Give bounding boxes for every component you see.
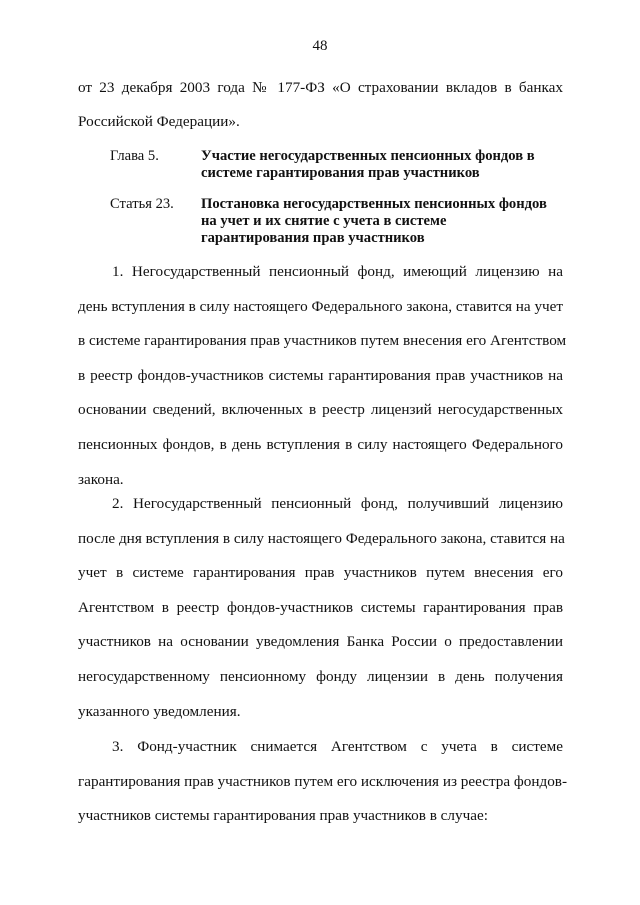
- paragraph-line: 3. Фонд-участник снимается Агентством с учета в системе: [112, 738, 563, 755]
- paragraph-line: участников системы гарантирования прав участников в случае:: [78, 807, 488, 825]
- paragraph-line: основании сведений, включенных в реестр лицензий негосударственных: [78, 401, 563, 419]
- chapter-title: [201, 148, 571, 182]
- article-title: [201, 196, 571, 247]
- paragraph-line: закона.: [78, 470, 124, 488]
- paragraph-line: после дня вступления в силу настоящего Федерального закона, ставится на: [78, 529, 565, 547]
- chapter-title-line: системе гарантирования прав участников: [201, 165, 480, 181]
- chapter-label: Глава 5.: [110, 148, 159, 164]
- paragraph-3: [78, 730, 568, 834]
- article-label: Статья 23.: [110, 196, 174, 212]
- page-number: 48: [312, 38, 328, 54]
- intro-line: от 23 декабря 2003 года № 177-ФЗ «О страховании вкладов в банках: [78, 79, 563, 96]
- paragraph-line: 2. Негосударственный пенсионный фонд, получивший лицензию: [112, 495, 563, 512]
- paragraph-line: день вступления в силу настоящего Федерального закона, ставится на учет: [78, 297, 564, 315]
- paragraph-line: в реестр фондов-участников системы гарантирования прав участников на: [78, 366, 563, 384]
- paragraph-line: негосударственному пенсионному фонду лицензии в день получения: [78, 667, 563, 685]
- paragraph-line: в системе гарантирования прав участников путем внесения его Агентством: [78, 332, 567, 350]
- paragraph-line: указанного уведомления.: [78, 702, 241, 720]
- paragraph-line: учет в системе гарантирования прав участников путем внесения его: [78, 564, 563, 582]
- article-title-line: гарантирования прав участников: [201, 230, 425, 246]
- paragraph-line: Агентством в реестр фондов-участников системы гарантирования прав: [78, 598, 563, 616]
- paragraph-line: гарантирования прав участников путем его исключения из реестра фондов-: [78, 772, 568, 790]
- paragraph-2: [78, 487, 563, 729]
- article-title-line: на учет и их снятие с учета в системе: [201, 213, 447, 229]
- paragraph-line: участников на основании уведомления Банка России о предоставлении: [78, 633, 563, 651]
- paragraph-line: 1. Негосударственный пенсионный фонд, имеющий лицензию на: [112, 263, 563, 280]
- intro-line: Российской Федерации».: [78, 113, 240, 130]
- article-title-line: Постановка негосударственных пенсионных фондов: [201, 196, 547, 212]
- intro-paragraph: [78, 71, 563, 139]
- paragraph-line: пенсионных фондов, в день вступления в силу настоящего Федерального: [78, 435, 563, 453]
- paragraph-1: [78, 255, 567, 497]
- chapter-title-line: Участие негосударственных пенсионных фондов в: [201, 148, 535, 164]
